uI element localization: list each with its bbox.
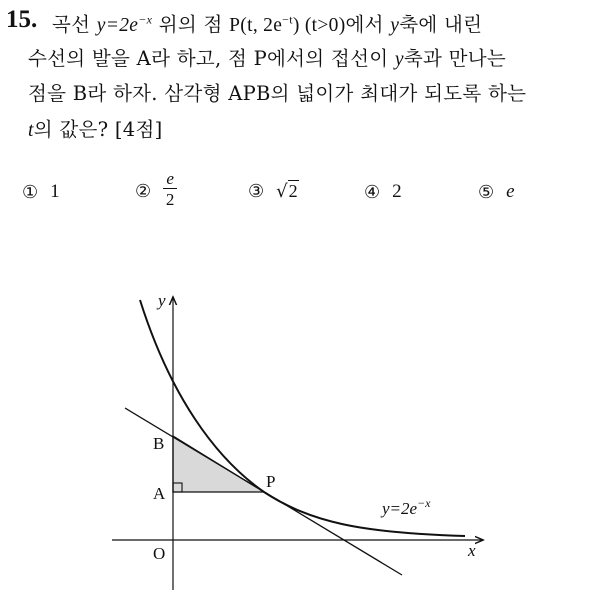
choice-1[interactable]: ① 1: [22, 181, 60, 203]
choice-5[interactable]: ⑤ e: [478, 181, 515, 203]
x-axis-label: x: [468, 541, 476, 560]
fraction: $\frac{e}{2}$: [163, 170, 177, 208]
condition: (t>0): [299, 15, 346, 36]
curve-label: $y=2e^{-x}$: [382, 496, 431, 518]
choice-2[interactable]: ② $\frac{e}{2}$: [135, 174, 177, 208]
point-p-expression: P(t, $2e^{-t}$): [229, 12, 300, 36]
choice-4[interactable]: ④ 2: [364, 181, 402, 203]
question-line-1: 곡선 $y=2e^{-x}$ 위의 점 P(t, $2e^{-t}$) (t>0)에서 y축에 내린: [52, 12, 483, 36]
question-line-4: t의 값은? [4점]: [28, 118, 163, 141]
choice-3[interactable]: ③ √2: [248, 181, 298, 202]
question-line-3: 점을 B라 하자. 삼각형 APB의 넓이가 최대가 되도록 하는: [28, 82, 527, 105]
curve-equation: $y=2e^{-x}$: [96, 12, 153, 36]
problem-number: 15.: [6, 6, 38, 33]
square-root: √2: [276, 181, 298, 202]
point-p-label: P: [266, 472, 276, 491]
point-a-label: A: [153, 484, 166, 503]
origin-label: O: [153, 544, 166, 563]
point-b-label: B: [153, 434, 165, 453]
y-axis-label: y: [158, 291, 166, 310]
question-line-2: 수선의 발을 A라 하고, 점 P에서의 접선이 y축과 만나는: [28, 47, 507, 70]
